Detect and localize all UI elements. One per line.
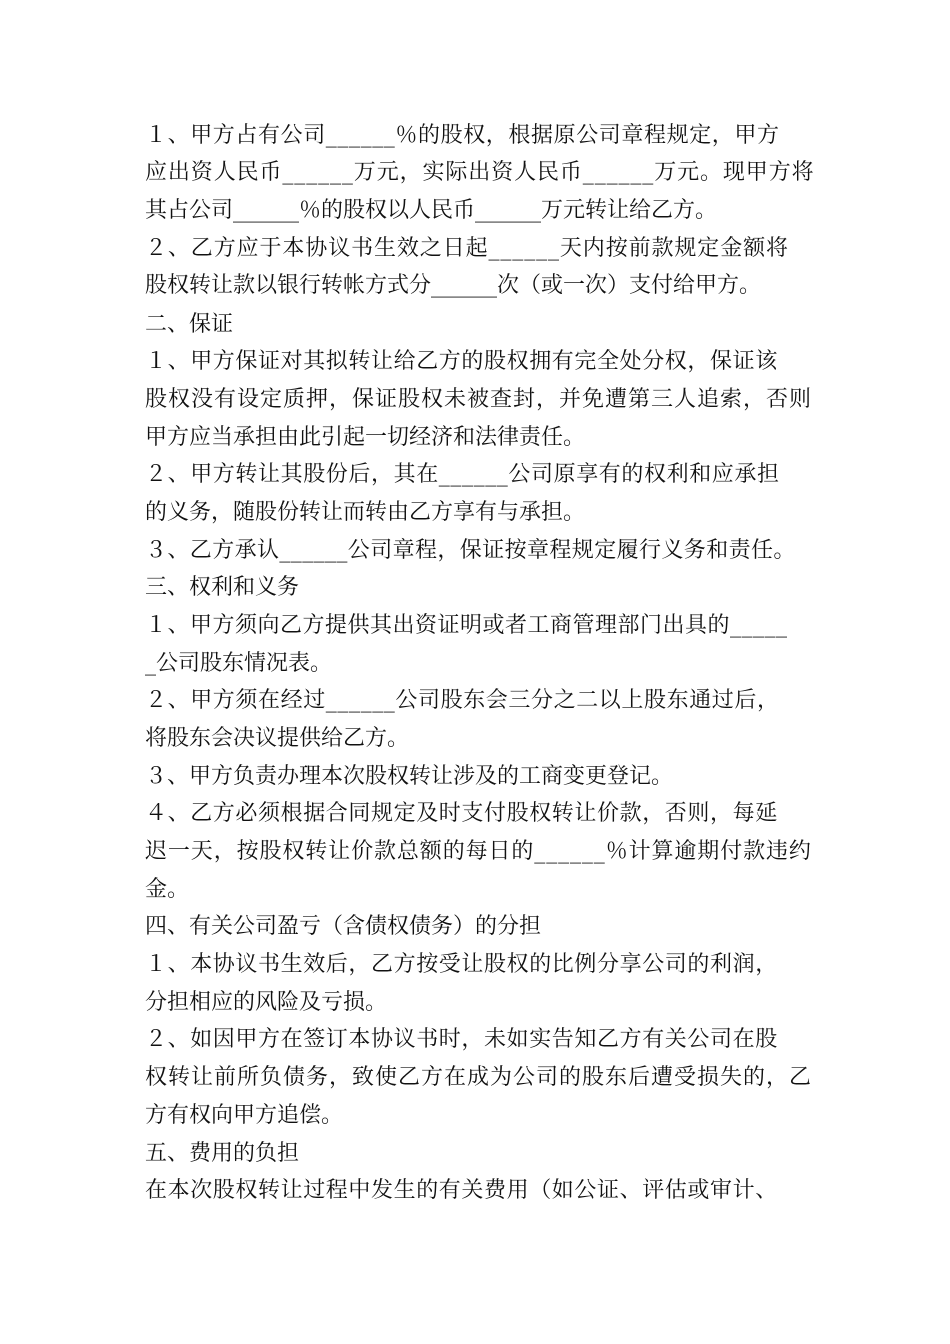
text-line: 方有权向甲方追偿。 [145, 1103, 344, 1128]
text-line: 甲方应当承担由此引起一切经济和法律责任。 [145, 425, 586, 450]
section-heading: 五、费用的负担 [145, 1141, 300, 1166]
text-line: １、甲方占有公司______％的股权，根据原公司章程规定，甲方 [145, 123, 780, 148]
text-line: １、甲方保证对其拟转让给乙方的股权拥有完全处分权，保证该 [145, 349, 778, 374]
text-line: 其占公司______％的股权以人民币______万元转让给乙方。 [145, 198, 718, 223]
text-line: 在本次股权转让过程中发生的有关费用（如公证、评估或审计、 [145, 1178, 778, 1203]
text-line: 股权没有设定质押，保证股权未被查封，并免遭第三人追索，否则 [145, 387, 813, 412]
section-heading: 三、权利和义务 [145, 575, 300, 600]
text-line: 迟一天，按股权转让价款总额的每日的______％计算逾期付款违约 [145, 839, 812, 864]
text-line: 权转让前所负债务，致使乙方在成为公司的股东后遭受损失的，乙 [145, 1065, 813, 1090]
section-heading: 四、有关公司盈亏（含债权债务）的分担 [145, 914, 542, 939]
text-line: _公司股东情况表。 [145, 651, 333, 676]
text-line: ２、如因甲方在签订本协议书时，未如实告知乙方有关公司在股 [145, 1027, 778, 1052]
text-line: １、本协议书生效后，乙方按受让股权的比例分享公司的利润， [145, 952, 778, 977]
text-line: ３、乙方承认______公司章程，保证按章程规定履行义务和责任。 [145, 538, 796, 563]
text-line: 的义务，随股份转让而转由乙方享有与承担。 [145, 500, 586, 525]
text-line: 应出资人民币______万元，实际出资人民币______万元。现甲方将 [145, 160, 815, 185]
text-line: １、甲方须向乙方提供其出资证明或者工商管理部门出具的_____ [145, 613, 788, 638]
text-line: ２、乙方应于本协议书生效之日起______天内按前款规定金额将 [145, 236, 789, 261]
section-heading: 二、保证 [145, 312, 234, 337]
text-line: 将股东会决议提供给乙方。 [145, 726, 410, 751]
text-line: ２、甲方转让其股份后，其在______公司原享有的权利和应承担 [145, 462, 780, 487]
text-line: ２、甲方须在经过______公司股东会三分之二以上股东通过后， [145, 688, 780, 713]
text-line: ４、乙方必须根据合同规定及时支付股权转让价款，否则，每延 [145, 801, 778, 826]
text-line: ３、甲方负责办理本次股权转让涉及的工商变更登记。 [145, 764, 674, 789]
text-line: 股权转让款以银行转帐方式分______次（或一次）支付给甲方。 [145, 273, 762, 298]
text-line: 分担相应的风险及亏损。 [145, 990, 388, 1015]
text-line: 金。 [145, 877, 190, 902]
